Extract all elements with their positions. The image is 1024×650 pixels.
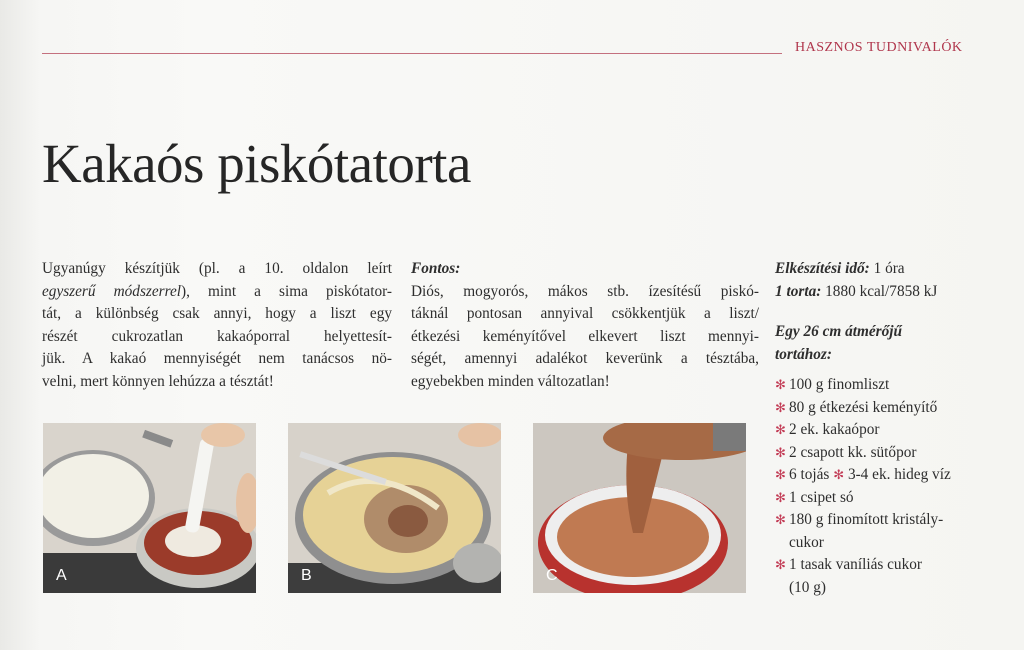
- ingredient-item: [775, 509, 1015, 554]
- photo-step-b: [288, 423, 501, 593]
- ingredient-text: 100 g finomliszt: [789, 376, 890, 393]
- photo-a-illustration: [43, 423, 256, 593]
- intro-line: Ugyanúgy készítjük (pl. a 10. oldalon leírt: [42, 260, 392, 277]
- ingredient-text: 2 ek. kakaópor: [789, 421, 880, 438]
- asterisk-icon: ✻: [775, 422, 786, 437]
- important-heading: Fontos:: [411, 260, 461, 277]
- intro-line: jük. A kakaó mennyiségét nem tanácsos nö-: [42, 350, 392, 367]
- ingredient-text-cont: (10 g): [789, 578, 826, 596]
- recipe-title: Kakaós piskótatorta: [42, 133, 471, 194]
- ingredient-part: 3-4 ek. hideg víz: [847, 466, 951, 483]
- prep-time: [775, 258, 1015, 281]
- intro-line: velni, mert könnyen lehúzza a tésztát!: [42, 372, 274, 390]
- intro-italic: egyszerű módszerrel: [42, 282, 182, 300]
- ingredient-item: [775, 397, 1015, 420]
- ingredient-item: [775, 464, 1015, 487]
- section-label: HASZNOS TUDNIVALÓK: [795, 40, 963, 55]
- photo-step-a: [43, 423, 256, 593]
- important-line: egyebekben minden változatlan!: [411, 372, 610, 390]
- important-line: Diós, mogyorós, mákos stb. ízesítésű piskó-: [411, 282, 759, 300]
- photo-caption: A: [56, 567, 67, 584]
- important-line: ségét, amennyi adalékot keverünk a tésztába,: [411, 350, 759, 367]
- ingredient-text: 1 tasak vaníliás cukor: [789, 556, 922, 573]
- photo-caption: B: [301, 567, 312, 584]
- recipe-info: [775, 258, 1015, 599]
- ingredient-text: 180 g finomított kristály-: [789, 511, 944, 528]
- asterisk-icon: ✻: [775, 467, 786, 482]
- prep-time-label: Elkészítési idő:: [775, 260, 870, 277]
- important-line: táknál pontosan annyival csökkentjük a liszt/: [411, 305, 759, 322]
- prep-time-value: 1 óra: [869, 260, 905, 277]
- ingredient-text-cont: cukor: [789, 533, 824, 551]
- ingredient-item: [775, 374, 1015, 397]
- photo-b-illustration: [288, 423, 501, 593]
- asterisk-icon: ✻: [775, 399, 786, 415]
- important-line: étkezési keményítővel elkevert liszt mennyi-: [411, 327, 759, 345]
- ingredient-part: 6 tojás: [789, 466, 830, 483]
- intro-line: tát, a különbség csak annyi, hogy a liszt egy: [42, 305, 392, 322]
- ingredient-text: [789, 464, 1015, 487]
- important-note: [411, 258, 759, 393]
- ingredient-item: [775, 419, 1015, 442]
- asterisk-icon: ✻: [775, 444, 786, 460]
- photo-step-c: [533, 423, 746, 593]
- photo-caption: C: [546, 567, 558, 584]
- asterisk-icon: ✻: [775, 377, 786, 392]
- ingredients-heading-line: tortához:: [775, 345, 832, 363]
- ingredients-heading: [775, 321, 1015, 366]
- intro-paragraph: [42, 258, 392, 393]
- ingredient-text: 80 g étkezési keményítő: [789, 398, 938, 416]
- header-rule: [42, 53, 782, 54]
- asterisk-icon: ✻: [775, 489, 786, 505]
- photo-c-illustration: [533, 423, 746, 593]
- calories-value: 1880 kcal/7858 kJ: [821, 282, 938, 300]
- ingredient-text: 2 csapott kk. sütőpor: [789, 443, 917, 461]
- intro-line: részét cukrozatlan kakaóporral helyettesít-: [42, 327, 392, 345]
- ingredient-text: 1 csipet só: [789, 488, 854, 506]
- calories: [775, 281, 1015, 304]
- intro-line2-rest: ), mint a sima piskótator-: [181, 282, 392, 300]
- ingredient-item: [775, 487, 1015, 510]
- asterisk-icon: ✻: [775, 512, 786, 527]
- ingredient-item: [775, 442, 1015, 465]
- calories-label: 1 torta:: [775, 282, 822, 300]
- ingredient-list: [775, 374, 1015, 599]
- asterisk-icon: ✻: [833, 467, 845, 482]
- ingredient-item: [775, 554, 1015, 599]
- intro-line: [42, 281, 392, 304]
- asterisk-icon: ✻: [775, 557, 786, 572]
- ingredients-heading-line: Egy 26 cm átmérőjű: [775, 323, 903, 340]
